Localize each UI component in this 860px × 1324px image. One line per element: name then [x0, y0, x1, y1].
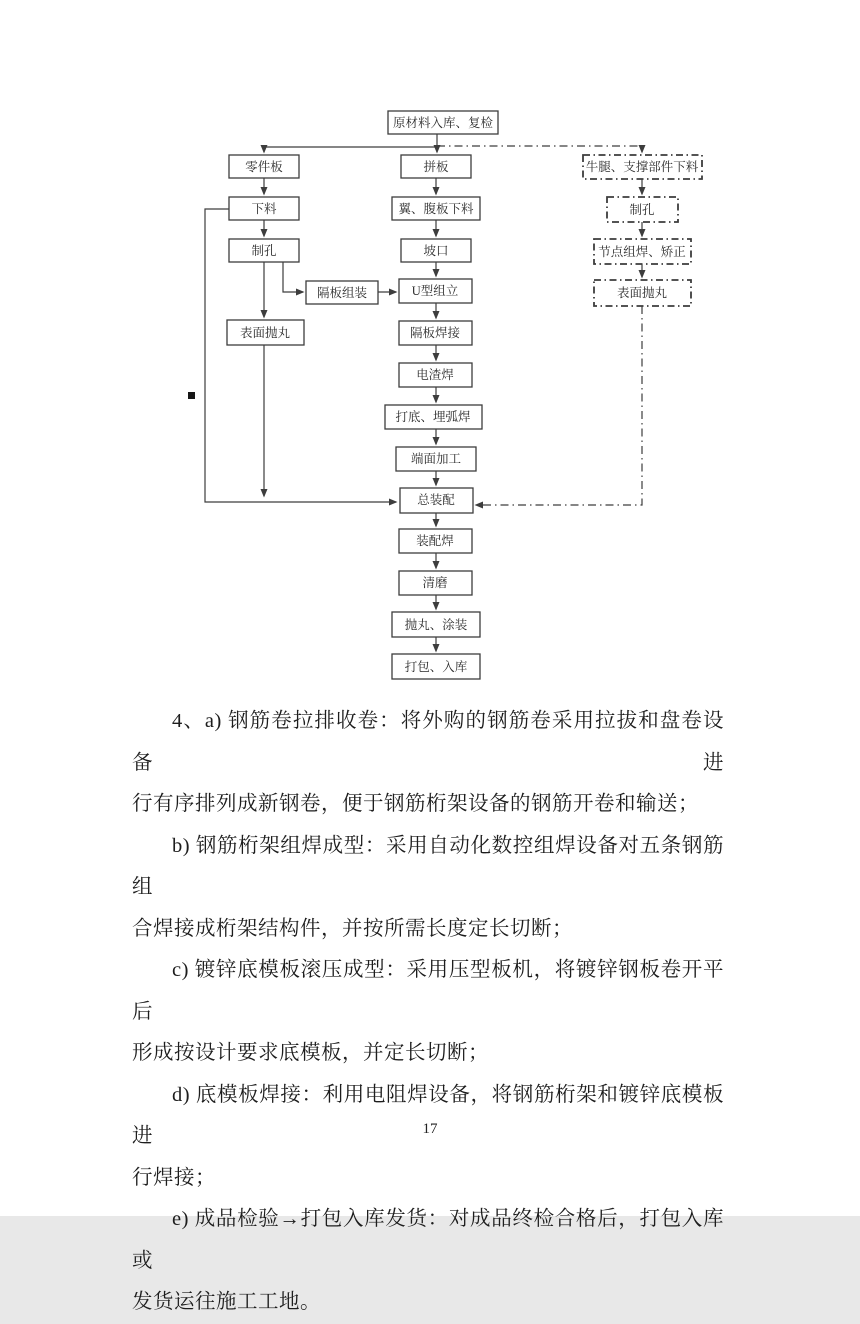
flow-node-label: 零件板: [245, 160, 283, 174]
flow-node-u-type-assembly: [399, 279, 472, 303]
flow-node-label: 表面抛丸: [239, 326, 291, 340]
flow-node-end-face-machining: [396, 447, 476, 471]
flow-node-assembly-welding: [399, 529, 472, 553]
flow-node-surface-blasting-left: [227, 320, 304, 345]
body-text-line: 发货运往施工工地。: [132, 1291, 321, 1313]
flow-node-flange-web-cutting: [392, 197, 480, 220]
stray-square-mark: [188, 392, 195, 399]
flow-node-label: 翼、腹板下料: [398, 202, 474, 216]
flow-edge: [283, 262, 303, 292]
body-text-line: 行焊接；: [132, 1166, 216, 1189]
flow-node-label: 总装配: [417, 493, 455, 507]
flow-node-label: 坡口: [423, 244, 449, 258]
flow-node-groove: [401, 239, 471, 262]
flow-node-parts-plate: [229, 155, 299, 178]
flow-node-diaphragm-welding: [399, 321, 472, 345]
body-text-line: 形成按设计要求底模板，并定长切断；: [132, 1042, 489, 1064]
flow-node-label: 原材料入库、复检: [392, 116, 494, 130]
paragraph-b: [132, 826, 724, 951]
flow-node-plate-splicing: [401, 155, 471, 178]
body-text-line: b) 钢筋桁架组焊成型：采用自动化数控组焊设备对五条钢筋组: [132, 834, 724, 898]
flow-node-backing-submerged-arc-welding: [385, 405, 482, 429]
flow-node-grinding: [399, 571, 472, 595]
flow-node-label: U型组立: [411, 284, 459, 298]
flow-node-label: 下料: [251, 202, 277, 216]
flow-node-diaphragm-assembly: [306, 281, 378, 304]
flow-edge: [437, 146, 642, 152]
page-number: 17: [422, 1121, 438, 1137]
flow-node-packing-warehousing: [392, 654, 480, 679]
flow-edge: [476, 306, 642, 505]
flow-node-label: 打底、埋弧焊: [395, 410, 471, 424]
flow-node-blasting-painting: [392, 612, 480, 637]
body-text-line: c) 镀锌底模板滚压成型：采用压型板机，将镀锌钢板卷开平后: [132, 959, 724, 1023]
flow-node-label: 装配焊: [416, 534, 454, 548]
body-text-line: 4、a) 钢筋卷拉排收卷：将外购的钢筋卷采用拉拔和盘卷设备进: [132, 710, 724, 774]
flow-node-label: 拼板: [423, 160, 449, 174]
flow-node-label: 制孔: [629, 203, 655, 217]
flow-node-label: 抛丸、涂装: [404, 618, 468, 632]
flow-node-drilling-right: [607, 197, 678, 222]
flow-node-label: 电渣焊: [416, 368, 454, 382]
flow-node-raw-material: [388, 111, 498, 134]
paragraph-e: [132, 1199, 724, 1324]
flow-node-surface-blasting-right: [594, 280, 691, 306]
body-text-line: 合焊接成桁架结构件，并按所需长度定长切断；: [132, 917, 573, 940]
paragraph-4a: [132, 701, 724, 826]
flow-node-bracket-support-cutting: [583, 155, 702, 179]
body-text-line: 行有序排列成新钢卷，便于钢筋桁架设备的钢筋开卷和输送；: [132, 793, 699, 815]
flow-node-label: 牛腿、支撑部件下料: [585, 160, 699, 174]
flow-node-label: 制孔: [251, 244, 277, 258]
body-text-line: e) 成品检验→打包入库发货：对成品终检合格后，打包入库或: [132, 1208, 724, 1272]
paragraph-c: [132, 950, 724, 1075]
flow-node-label: 隔板组装: [316, 286, 368, 300]
flow-node-drilling-left: [229, 239, 299, 262]
flow-node-label: 端面加工: [410, 452, 462, 466]
body-text: [132, 701, 724, 1324]
body-text-line: d) 底模板焊接：利用电阻焊设备，将钢筋桁架和镀锌底模板进: [132, 1083, 724, 1147]
flow-edge: [264, 147, 437, 152]
flow-node-electroslag-welding: [399, 363, 472, 387]
flow-node-joint-welding-correction: [594, 239, 691, 264]
flow-node-label: 节点组焊、矫正: [598, 245, 686, 259]
flow-node-cutting: [229, 197, 299, 220]
flow-node-general-assembly: [400, 488, 473, 513]
flow-node-label: 打包、入库: [404, 660, 468, 674]
flow-node-label: 隔板焊接: [409, 326, 461, 340]
flow-node-label: 表面抛丸: [616, 286, 668, 300]
flow-node-label: 清磨: [422, 576, 448, 590]
